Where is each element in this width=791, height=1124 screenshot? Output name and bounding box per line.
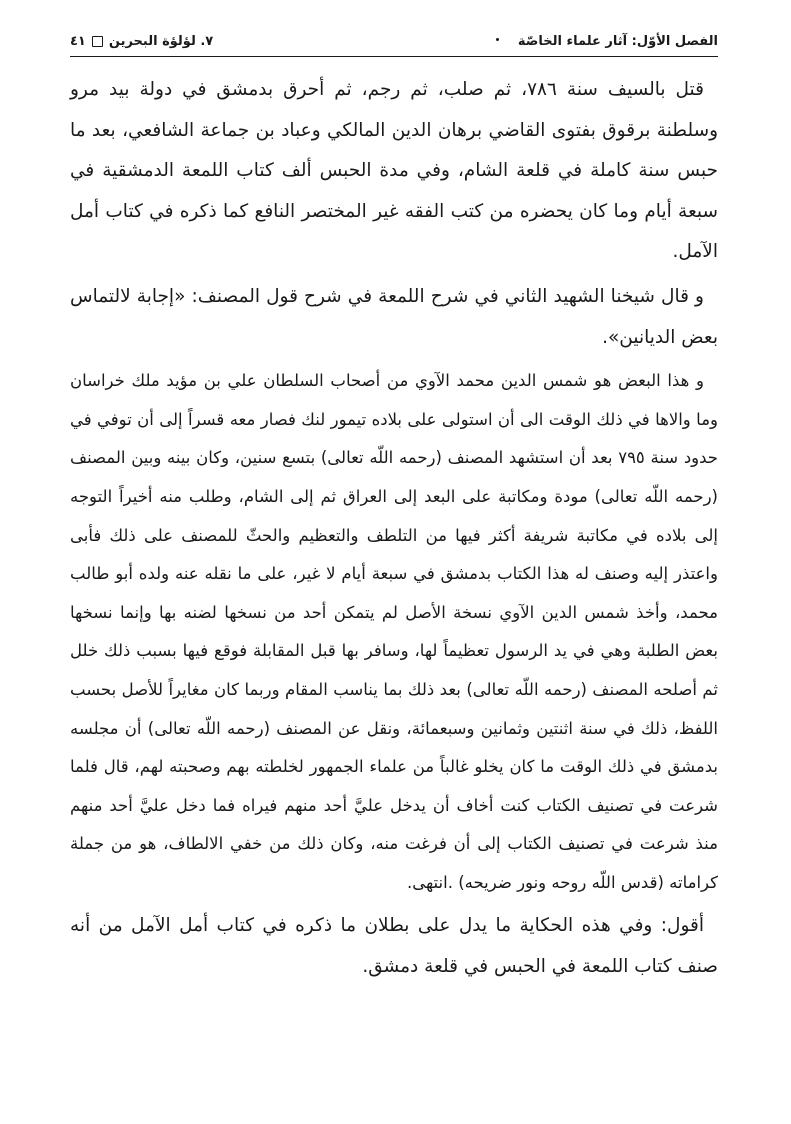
body-text xyxy=(70,70,718,988)
page-header xyxy=(70,28,718,54)
chapter-title: الفصل الأوّل: آثار علماء الخاصّة xyxy=(517,33,718,49)
header-divider xyxy=(70,56,718,57)
square-icon xyxy=(92,36,103,47)
paragraph: و قال شيخنا الشهيد الثاني في شرح اللمعة في شرح قول المصنف: «إجابة لالتماس بعض الديانين». xyxy=(70,285,718,348)
paragraph: قتل بالسيف سنة ٧٨٦، ثم صلب، ثم رجم، ثم أحرق بدمشق في دولة بيد مرو وسلطنة برقوق بفتوى القاضي برهان الدين المالكي وعباد بن جماعة الشافعي، بعد ما حبس سنة كاملة في قلعة الشام، وفي مدة الحبس ألف كتاب اللمعة الدمشقية في سبعة أيام وما كان يحضره من كتب الفقه غير المختصر النافع كما ذكره في كتاب أمل الآمل. xyxy=(70,79,718,263)
page-number: ٤١ xyxy=(70,33,86,49)
page-reference xyxy=(70,34,213,49)
book-reference: ٧. لؤلؤة البحرين xyxy=(108,33,214,49)
header-dot xyxy=(496,38,499,41)
paragraph: و هذا البعض هو شمس الدين محمد الآوي من أصحاب السلطان علي بن مؤيد ملك خراسان وما والاها في ذلك الوقت الى أن استولى على بلاده تيمور لنك فصار معه قسراً إلى أن توفي في حدود سنة ٧٩٥ بعد أن استشهد المصنف (رحمه اللّه تعالى) بتسع سنين، وكان بينه وبين المصنف (رحمه اللّه تعالى) مودة ومكاتبة على البعد إلى العراق ثم إلى الشام، وطلب منه أخيراً التوجه إلى بلاده في مكاتبة شريفة أكثر فيها من التلطف والتعظيم والحثّ للمصنف على ذلك فأبى واعتذر إليه وصنف له هذا الكتاب بدمشق في سبعة أيام لا غير، على ما نقله عنه ولده أبو طالب محمد، وأخذ شمس الدين الآوي نسخة الأصل لم يتمكن أحد من نسخها لضنه بها وإنما نسخها بعض الطلبة وهي في يد الرسول تعظيماً لها، وسافر بها قبل المقابلة فوقع فيها بسبب ذلك خلل ثم أصلحه المصنف (رحمه اللّه تعالى) بعد ذلك بما يناسب المقام وربما كان مغايراً للأصل بحسب اللفظ، ذلك في سنة اثنتين وثمانين وسبعمائة، ونقل عن المصنف (رحمه اللّه تعالى) أن مجلسه بدمشق في ذلك الوقت ما كان يخلو غالباً من علماء الجمهور لخلطته بهم وصحبته لهم، قال فلما شرعت في تصنيف الكتاب كنت أخاف أن يدخل عليَّ أحد منهم فيراه فما دخل عليَّ أحد منهم منذ شرعت في تصنيف الكتاب إلى أن فرغت منه، وكان ذلك من خفي الالطاف، هو من جملة كراماته (قدس اللّه روحه ونور ضريحه) .انتهى. xyxy=(70,371,719,892)
paragraph: أقول: وفي هذه الحكاية ما يدل على بطلان ما ذكره في كتاب أمل الآمل من أنه صنف كتاب اللمعة في الحبس في قلعة دمشق. xyxy=(70,915,718,978)
